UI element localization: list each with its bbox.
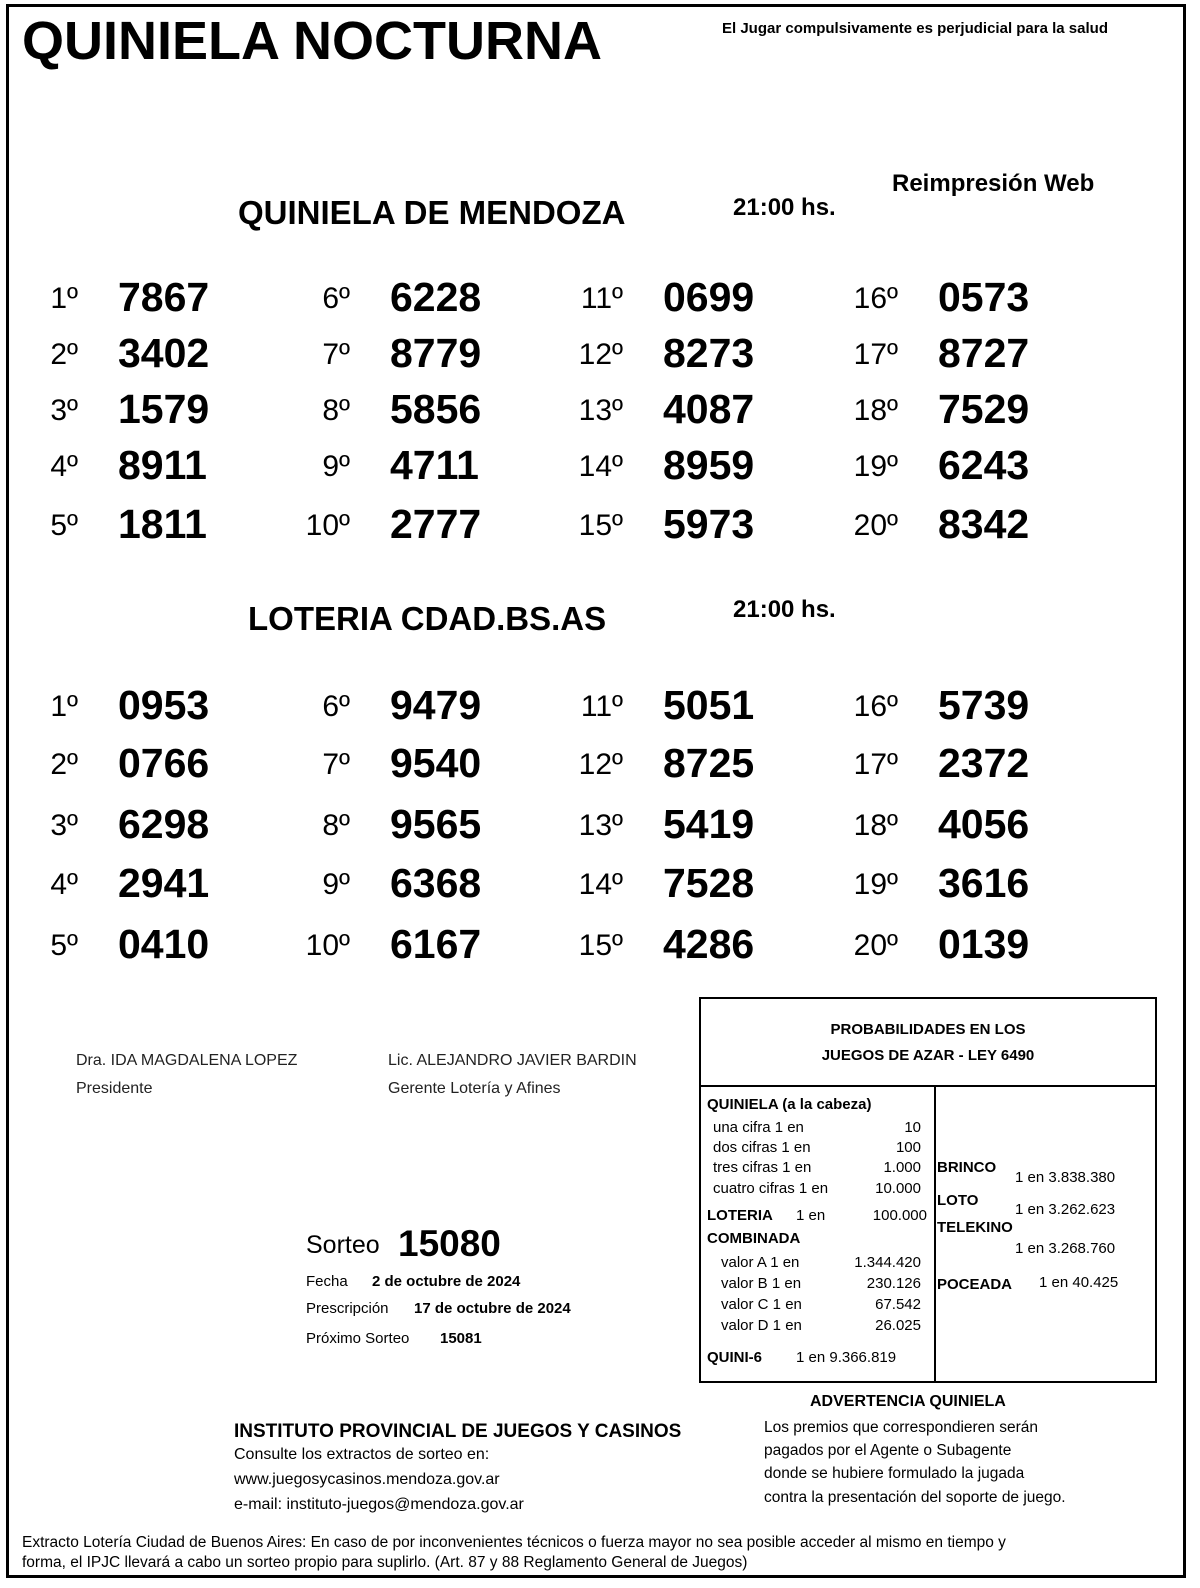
results-grid-ciudad xyxy=(0,682,1200,982)
result-row xyxy=(820,386,1050,434)
results-column xyxy=(272,274,502,574)
result-position: 18º xyxy=(853,809,898,842)
draw-time-mendoza: 21:00 hs. xyxy=(733,194,836,221)
result-position: 9º xyxy=(322,868,350,901)
result-position: 9º xyxy=(322,450,350,483)
result-position: 15º xyxy=(578,509,623,542)
result-number: 5419 xyxy=(663,801,755,847)
result-row xyxy=(272,740,502,788)
results-column xyxy=(820,682,1050,982)
results-column xyxy=(0,682,230,982)
quini6-odds-label: QUINI-6 xyxy=(707,1349,763,1366)
result-number: 8727 xyxy=(938,330,1030,376)
loto-odds-value: 1 en 3.262.623 xyxy=(1015,1201,1116,1218)
result-number: 7529 xyxy=(938,386,1030,432)
probabilities-divider-vertical xyxy=(934,1085,936,1381)
result-number: 8342 xyxy=(938,501,1030,547)
result-number: 6167 xyxy=(390,921,482,967)
proximo-label: Próximo Sorteo xyxy=(306,1330,410,1347)
result-position: 6º xyxy=(322,690,350,723)
result-position: 13º xyxy=(578,394,623,427)
result-position: 1º xyxy=(50,282,78,315)
prescripcion-value: 17 de octubre de 2024 xyxy=(414,1300,571,1317)
result-row xyxy=(545,386,775,434)
result-position: 8º xyxy=(322,809,350,842)
result-position: 20º xyxy=(853,929,898,962)
result-row xyxy=(0,330,230,378)
footer-line-2: forma, el IPJC llevará a cabo un sorteo propio para suplirlo. (Art. 87 y 88 Reglamento General de Juegos) xyxy=(22,1554,748,1571)
result-number: 9540 xyxy=(390,740,482,786)
result-row xyxy=(545,682,775,730)
odds-label: una cifra 1 en xyxy=(713,1119,804,1136)
draw-time-ciudad: 21:00 hs. xyxy=(733,596,836,623)
result-position: 10º xyxy=(305,509,350,542)
loteria-odds-value: 100.000 xyxy=(872,1207,927,1224)
result-row xyxy=(820,442,1050,490)
result-position: 11º xyxy=(580,282,623,315)
result-position: 5º xyxy=(50,929,78,962)
results-column xyxy=(545,682,775,982)
fecha-value: 2 de octubre de 2024 xyxy=(372,1273,521,1290)
odds-label: cuatro cifras 1 en xyxy=(713,1180,829,1197)
results-column xyxy=(0,274,230,574)
result-position: 12º xyxy=(578,748,623,781)
result-position: 7º xyxy=(322,748,350,781)
result-number: 7528 xyxy=(663,860,755,906)
result-row xyxy=(272,274,502,322)
result-number: 6243 xyxy=(938,442,1030,488)
result-row xyxy=(0,801,230,849)
probabilities-divider-horizontal xyxy=(701,1085,1155,1087)
results-column xyxy=(545,274,775,574)
result-number: 8959 xyxy=(663,442,755,488)
health-warning: El Jugar compulsivamente es perjudicial para la salud xyxy=(722,20,1108,37)
result-position: 19º xyxy=(853,450,898,483)
result-number: 2941 xyxy=(118,860,210,906)
result-position: 17º xyxy=(853,338,898,371)
result-row xyxy=(820,801,1050,849)
institute-email-link[interactable]: e-mail: instituto-juegos@mendoza.gov.ar xyxy=(234,1496,524,1513)
result-position: 14º xyxy=(578,868,623,901)
result-row xyxy=(545,801,775,849)
odds-value: 67.542 xyxy=(875,1296,921,1313)
result-row xyxy=(272,501,502,549)
result-number: 5051 xyxy=(663,682,755,728)
result-row xyxy=(0,274,230,322)
result-row xyxy=(0,921,230,969)
result-number: 0139 xyxy=(938,921,1030,967)
result-number: 1579 xyxy=(118,386,210,432)
result-row xyxy=(272,330,502,378)
result-position: 6º xyxy=(322,282,350,315)
result-number: 4056 xyxy=(938,801,1030,847)
result-row xyxy=(820,274,1050,322)
result-row xyxy=(820,860,1050,908)
combinada-odds-title: COMBINADA xyxy=(707,1230,801,1247)
footer-line-1: Extracto Lotería Ciudad de Buenos Aires: En caso de por inconvenientes técnicos o fuerza mayor no sea posible acceder al mismo en tiempo y xyxy=(22,1534,1006,1551)
advertencia-title: ADVERTENCIA QUINIELA xyxy=(810,1393,1006,1410)
result-number: 9479 xyxy=(390,682,482,728)
result-position: 12º xyxy=(578,338,623,371)
result-row xyxy=(545,330,775,378)
result-number: 8779 xyxy=(390,330,482,376)
result-number: 7867 xyxy=(118,274,210,320)
result-position: 3º xyxy=(50,394,78,427)
results-grid-mendoza xyxy=(0,274,1200,564)
result-row xyxy=(0,860,230,908)
odds-label: dos cifras 1 en xyxy=(713,1139,811,1156)
result-position: 8º xyxy=(322,394,350,427)
loto-odds-label: LOTO xyxy=(937,1192,979,1209)
quiniela-odds-title: QUINIELA (a la cabeza) xyxy=(707,1096,872,1113)
result-position: 16º xyxy=(853,690,898,723)
result-number: 6298 xyxy=(118,801,210,847)
result-number: 1811 xyxy=(118,501,207,547)
odds-label: valor D 1 en xyxy=(721,1317,802,1334)
advertencia-line: pagados por el Agente o Subagente xyxy=(764,1442,1012,1459)
institute-website-link[interactable]: www.juegosycasinos.mendoza.gov.ar xyxy=(234,1471,500,1488)
proximo-value: 15081 xyxy=(440,1330,482,1347)
result-position: 7º xyxy=(322,338,350,371)
result-number: 8911 xyxy=(118,442,207,488)
telekino-odds-value: 1 en 3.268.760 xyxy=(1015,1240,1116,1257)
probabilities-box xyxy=(699,997,1157,1383)
institute-name: INSTITUTO PROVINCIAL DE JUEGOS Y CASINOS xyxy=(234,1421,682,1442)
odds-label: valor C 1 en xyxy=(721,1296,802,1313)
result-row xyxy=(0,501,230,549)
brinco-odds-label: BRINCO xyxy=(937,1159,997,1176)
result-number: 4087 xyxy=(663,386,755,432)
result-row xyxy=(0,682,230,730)
brinco-odds-value: 1 en 3.838.380 xyxy=(1015,1169,1116,1186)
odds-value: 100 xyxy=(895,1139,921,1156)
results-column xyxy=(272,682,502,982)
result-position: 18º xyxy=(853,394,898,427)
result-row xyxy=(272,801,502,849)
probabilities-title-line1: PROBABILIDADES EN LOS xyxy=(830,1021,1026,1038)
result-position: 19º xyxy=(853,868,898,901)
result-row xyxy=(272,386,502,434)
result-position: 16º xyxy=(853,282,898,315)
result-position: 1º xyxy=(50,690,78,723)
fecha-label: Fecha xyxy=(306,1273,348,1290)
result-position: 14º xyxy=(578,450,623,483)
result-row xyxy=(272,682,502,730)
result-position: 10º xyxy=(305,929,350,962)
result-position: 3º xyxy=(50,809,78,842)
poceada-odds-label: POCEADA xyxy=(937,1276,1013,1293)
result-number: 9565 xyxy=(390,801,482,847)
result-position: 17º xyxy=(853,748,898,781)
sorteo-label: Sorteo xyxy=(306,1231,380,1259)
result-number: 6368 xyxy=(390,860,482,906)
loteria-odds-prefix: 1 en xyxy=(796,1207,826,1224)
odds-label: tres cifras 1 en xyxy=(713,1159,812,1176)
result-number: 0573 xyxy=(938,274,1030,320)
odds-value: 230.126 xyxy=(866,1275,921,1292)
result-number: 5739 xyxy=(938,682,1030,728)
result-row xyxy=(272,860,502,908)
draw-title-mendoza: QUINIELA DE MENDOZA xyxy=(238,194,626,231)
result-row xyxy=(272,921,502,969)
signature-right-role: Gerente Lotería y Afines xyxy=(388,1080,561,1097)
result-position: 11º xyxy=(580,690,623,723)
result-number: 2372 xyxy=(938,740,1030,786)
result-number: 4711 xyxy=(390,442,479,488)
result-row xyxy=(820,330,1050,378)
results-column xyxy=(820,274,1050,574)
poceada-odds-value: 1 en 40.425 xyxy=(1039,1274,1119,1291)
result-row xyxy=(0,442,230,490)
result-position: 2º xyxy=(50,748,78,781)
result-row xyxy=(545,740,775,788)
page-title: QUINIELA NOCTURNA xyxy=(22,11,602,71)
result-number: 2777 xyxy=(390,501,482,547)
reprint-label: Reimpresión Web xyxy=(892,170,1095,197)
probabilities-title-line2: JUEGOS DE AZAR - LEY 6490 xyxy=(821,1047,1035,1064)
signature-left-name: Dra. IDA MAGDALENA LOPEZ xyxy=(76,1052,298,1069)
institute-consult-text: Consulte los extractos de sorteo en: xyxy=(234,1446,490,1463)
result-row xyxy=(0,740,230,788)
result-row xyxy=(820,682,1050,730)
loteria-odds-label: LOTERIA xyxy=(707,1207,773,1224)
advertencia-line: donde se hubiere formulado la jugada xyxy=(764,1465,1025,1482)
result-row xyxy=(545,274,775,322)
result-row xyxy=(820,501,1050,549)
advertencia-line: Los premios que correspondieren serán xyxy=(764,1419,1038,1436)
result-number: 0699 xyxy=(663,274,755,320)
result-position: 2º xyxy=(50,338,78,371)
result-number: 8273 xyxy=(663,330,755,376)
draw-title-ciudad: LOTERIA CDAD.BS.AS xyxy=(248,600,607,637)
result-row xyxy=(545,860,775,908)
telekino-odds-label: TELEKINO xyxy=(937,1219,1013,1236)
result-number: 8725 xyxy=(663,740,755,786)
result-number: 0766 xyxy=(118,740,210,786)
result-number: 0410 xyxy=(118,921,210,967)
signature-right-name: Lic. ALEJANDRO JAVIER BARDIN xyxy=(388,1052,637,1069)
odds-value: 1.344.420 xyxy=(854,1254,921,1271)
result-row xyxy=(820,740,1050,788)
result-position: 4º xyxy=(50,450,78,483)
result-number: 5856 xyxy=(390,386,482,432)
result-position: 15º xyxy=(578,929,623,962)
result-number: 6228 xyxy=(390,274,482,320)
result-row xyxy=(820,921,1050,969)
result-position: 20º xyxy=(853,509,898,542)
sorteo-number: 15080 xyxy=(398,1223,501,1264)
odds-value: 1.000 xyxy=(883,1159,921,1176)
quini6-odds-value: 1 en 9.366.819 xyxy=(796,1349,897,1366)
result-position: 5º xyxy=(50,509,78,542)
odds-value: 10.000 xyxy=(875,1180,921,1197)
result-number: 0953 xyxy=(118,682,210,728)
result-row xyxy=(272,442,502,490)
odds-value: 10 xyxy=(904,1119,921,1136)
result-position: 13º xyxy=(578,809,623,842)
result-number: 3616 xyxy=(938,860,1030,906)
prescripcion-label: Prescripción xyxy=(306,1300,389,1317)
result-row xyxy=(545,501,775,549)
result-number: 5973 xyxy=(663,501,755,547)
advertencia-line: contra la presentación del soporte de juego. xyxy=(764,1489,1066,1506)
odds-label: valor B 1 en xyxy=(721,1275,802,1292)
result-number: 3402 xyxy=(118,330,210,376)
result-row xyxy=(0,386,230,434)
signature-left-role: Presidente xyxy=(76,1080,153,1097)
odds-value: 26.025 xyxy=(875,1317,921,1334)
odds-label: valor A 1 en xyxy=(721,1254,800,1271)
result-row xyxy=(545,442,775,490)
result-number: 4286 xyxy=(663,921,755,967)
result-position: 4º xyxy=(50,868,78,901)
result-row xyxy=(545,921,775,969)
